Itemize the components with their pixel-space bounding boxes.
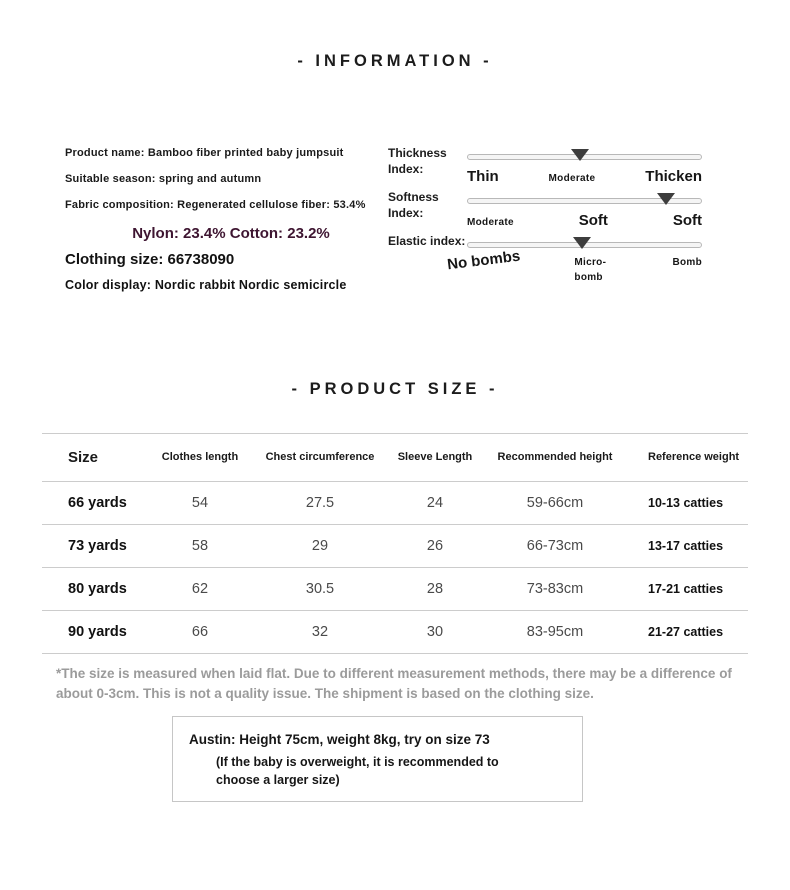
elastic-level-labels	[446, 247, 702, 285]
weight-cell: 21-27 catties	[635, 611, 748, 654]
elastic-index-row	[388, 234, 702, 285]
thickness-level-thin: Thin	[467, 168, 499, 185]
height-cell: 73-83cm	[475, 568, 635, 611]
information-section-title: - INFORMATION -	[297, 52, 493, 70]
softness-slider	[467, 190, 702, 229]
softness-level-soft-2: Soft	[672, 212, 702, 229]
thickness-level-labels	[467, 168, 702, 185]
col-header-chest-circumference: Chest circumference	[245, 434, 395, 482]
clothing-size-line: Clothing size: 66738090	[65, 251, 235, 268]
elastic-index-label: Elastic index:	[388, 234, 466, 248]
elastic-track	[467, 242, 702, 248]
thickness-index-row	[388, 146, 702, 185]
table-row-66	[42, 482, 748, 525]
size-table	[42, 433, 748, 654]
elastic-level-bomb: Bomb	[672, 257, 702, 268]
size-cell: 80 yards	[42, 568, 155, 611]
sleeve-cell: 26	[395, 525, 475, 568]
clothes-length-cell: 66	[155, 611, 245, 654]
color-display-line: Color display: Nordic rabbit Nordic semicircle	[65, 278, 347, 292]
elastic-marker-icon	[573, 237, 591, 249]
clothes-length-cell: 54	[155, 482, 245, 525]
height-cell: 83-95cm	[475, 611, 635, 654]
chest-cell: 29	[245, 525, 395, 568]
product-name-line: Product name: Bamboo fiber printed baby jumpsuit	[65, 147, 344, 159]
sleeve-cell: 24	[395, 482, 475, 525]
weight-cell: 10-13 catties	[635, 482, 748, 525]
softness-index-row	[388, 190, 702, 229]
height-cell: 59-66cm	[475, 482, 635, 525]
sleeve-cell: 28	[395, 568, 475, 611]
elastic-level-micro-bomb: Micro-bomb	[574, 257, 607, 283]
size-table-header-row	[42, 434, 748, 482]
height-cell: 66-73cm	[475, 525, 635, 568]
col-header-reference-weight: Reference weight	[635, 434, 748, 482]
col-header-size: Size	[42, 434, 155, 482]
product-size-section-title: - PRODUCT SIZE -	[291, 380, 499, 398]
size-cell: 90 yards	[42, 611, 155, 654]
thickness-index-label: Thickness Index:	[388, 146, 447, 176]
elastic-slider	[446, 234, 702, 285]
sleeve-cell: 30	[395, 611, 475, 654]
model-fit-note-box	[172, 716, 583, 802]
table-row-73	[42, 525, 748, 568]
chest-cell: 27.5	[245, 482, 395, 525]
softness-index-label: Softness Index:	[388, 190, 439, 220]
season-line: Suitable season: spring and autumn	[65, 173, 262, 185]
measurement-disclaimer: *The size is measured when laid flat. Due to different measurement methods, there may be a difference of about 0-3cm. This is not a quality issue. The shipment is based on the clothing size.	[56, 666, 732, 701]
clothes-length-cell: 58	[155, 525, 245, 568]
weight-cell: 13-17 catties	[635, 525, 748, 568]
clothes-length-cell: 62	[155, 568, 245, 611]
softness-level-labels	[467, 212, 702, 229]
table-row-90	[42, 611, 748, 654]
col-header-sleeve-length: Sleeve Length	[395, 434, 475, 482]
size-cell: 66 yards	[42, 482, 155, 525]
thickness-slider	[467, 146, 702, 185]
softness-level-moderate: Moderate	[467, 217, 514, 228]
col-header-recommended-height: Recommended height	[475, 434, 635, 482]
softness-level-soft: Soft	[578, 212, 608, 229]
softness-marker-icon	[657, 193, 675, 205]
col-header-clothes-length: Clothes length	[155, 434, 245, 482]
weight-cell: 17-21 catties	[635, 568, 748, 611]
elastic-level-no-bombs: No bombs	[446, 247, 522, 274]
table-row-80	[42, 568, 748, 611]
chest-cell: 30.5	[245, 568, 395, 611]
index-sliders-block	[388, 146, 702, 290]
product-info-block	[65, 147, 397, 293]
fabric-composition-line-2: Nylon: 23.4% Cotton: 23.2%	[132, 225, 330, 242]
model-fit-advice: (If the baby is overweight, it is recommended to choose a larger size)	[216, 755, 499, 788]
model-fit-line: Austin: Height 75cm, weight 8kg, try on size 73	[189, 732, 490, 747]
size-cell: 73 yards	[42, 525, 155, 568]
fabric-composition-line: Fabric composition: Regenerated cellulose fiber: 53.4%	[65, 199, 366, 211]
thickness-level-thicken: Thicken	[645, 168, 702, 185]
softness-track	[467, 198, 702, 204]
thickness-level-moderate: Moderate	[548, 173, 596, 184]
thickness-track	[467, 154, 702, 160]
chest-cell: 32	[245, 611, 395, 654]
thickness-marker-icon	[571, 149, 589, 161]
